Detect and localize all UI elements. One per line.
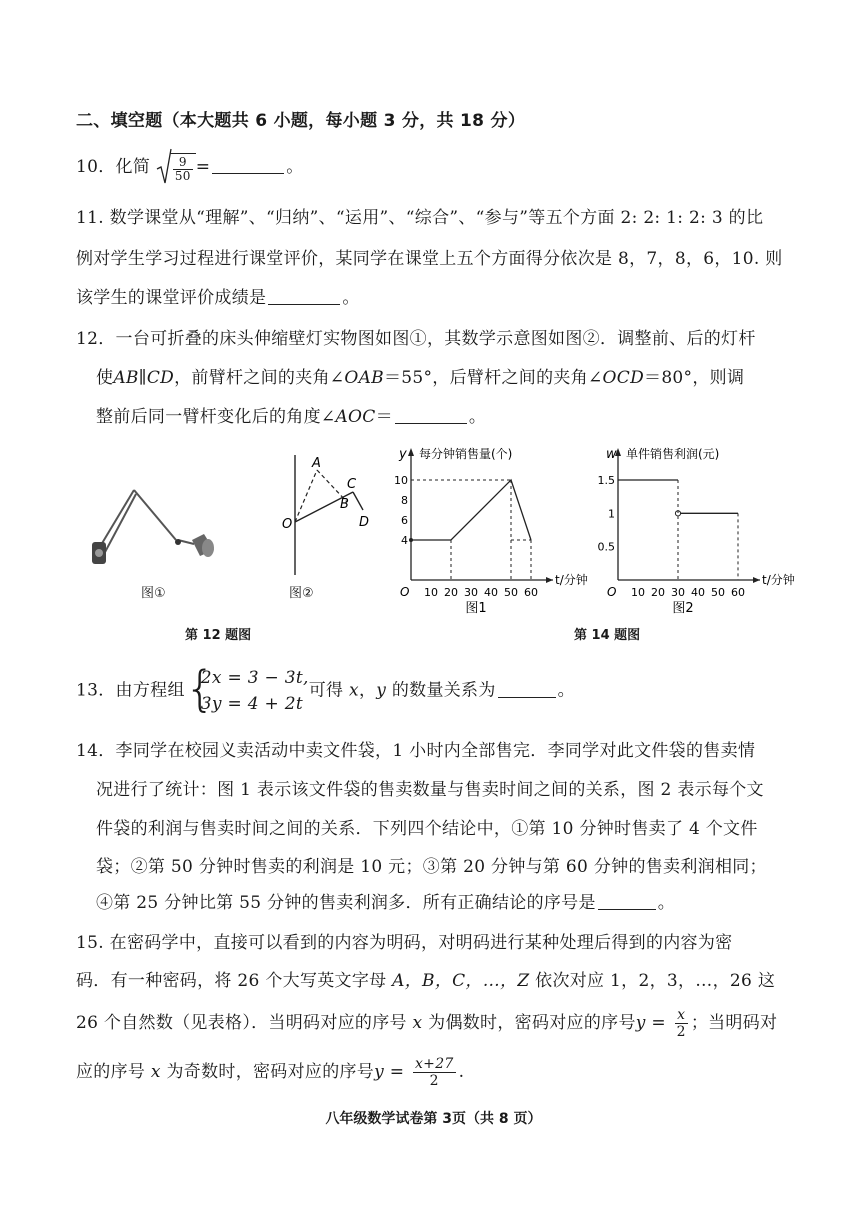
q15-text: ；当明码对	[690, 1013, 778, 1033]
segment-cd-line	[353, 492, 363, 510]
point-o: O	[282, 517, 293, 532]
x-tick-label: 30	[464, 586, 478, 599]
chart-caption: 图1	[465, 601, 487, 616]
x-tick-label: 60	[524, 586, 538, 599]
y-tick-label: 1	[608, 507, 615, 521]
q12-text: 整前后同一臂杆变化后的角度∠	[96, 407, 336, 427]
question-12-line2	[96, 363, 744, 388]
q12-text: 使	[96, 368, 114, 388]
y-tick-label: 4	[401, 534, 408, 547]
y-axis-label: w	[606, 447, 617, 462]
fig1-label: 图①	[141, 586, 166, 601]
q12-end: 。	[468, 407, 487, 427]
y-axis-arrow	[408, 448, 414, 456]
y-tick-label: 10	[394, 474, 408, 487]
q15-text: 依次对应 1，2，3，…，26 这	[529, 971, 776, 991]
question-15-line2	[76, 966, 775, 991]
question-11-line1	[76, 203, 763, 228]
point-a: A	[312, 456, 321, 471]
sqrt-expression	[156, 153, 196, 183]
x-axis-arrow	[546, 577, 553, 583]
q15-text: 26 个自然数（见表格）．当明码对应的序号	[76, 1013, 413, 1033]
q14-line1-text: 李同学在校园义卖活动中卖文件袋，1 小时内全部售完．李同学对此文件袋的售卖情	[115, 741, 756, 761]
var-y: y	[376, 680, 387, 701]
point-c: C	[347, 477, 357, 492]
fig2-label: 图②	[289, 586, 314, 601]
q14-line3: 件袋的利润与售卖时间之间的关系．下列四个结论中，①第 10 分钟时售卖了 4 个文件	[96, 819, 758, 839]
q12-number: 12．	[76, 329, 116, 349]
q12-text: ＝55°，后臂杆之间的夹角∠	[383, 368, 603, 388]
q12-figure-caption: 第 12 题图	[185, 628, 252, 643]
sqrt-denominator: 50	[174, 168, 191, 183]
q15-text: 码．有一种密码，将 26 个大写英文字母	[76, 971, 393, 991]
question-12-line1	[76, 324, 756, 349]
chart-caption: 图2	[672, 601, 694, 616]
q15-text: .	[458, 1062, 465, 1082]
q10-text: 化简	[115, 157, 151, 177]
point-d: D	[359, 515, 370, 530]
equals: =	[645, 1013, 672, 1033]
equals: =	[384, 1062, 410, 1082]
q13-number: 13．	[76, 680, 116, 701]
parallel-symbol: ∥	[138, 368, 147, 388]
q14-end: 。	[657, 893, 676, 913]
q13-text: 的数量关系为	[386, 680, 496, 701]
q11-end: 。	[342, 288, 360, 308]
chart-title: 单件销售利润(元)	[626, 447, 720, 461]
y-tick-label: 1.5	[597, 474, 615, 487]
x-tick-label: 50	[711, 586, 725, 599]
question-10	[76, 152, 304, 183]
brace-icon: {	[184, 661, 216, 717]
q11-line1-text: 数学课堂从“理解”、“归纳”、“运用”、“综合”、“参与”等五个方面 2: 2: 1: 2: 3 的比	[109, 208, 764, 228]
q15-text: 为偶数时，密码对应的序号	[422, 1013, 636, 1033]
q10-number: 10．	[76, 157, 116, 177]
question-11-line3	[76, 283, 360, 308]
origin-label: O	[400, 585, 410, 599]
x-tick-label: 20	[444, 586, 458, 599]
var-x: x	[349, 680, 359, 701]
sqrt-numerator: 9	[173, 156, 193, 170]
x-axis-arrow	[753, 577, 760, 583]
question-15-line3	[76, 1007, 777, 1040]
chart-sales-quantity	[393, 440, 593, 620]
y-tick-label: 8	[401, 494, 408, 507]
q12-line1-text: 一台可折叠的床头伸缩壁灯实物图如图①，其数学示意图如图②．调整前、后的灯杆	[115, 329, 756, 349]
q12-text: ，前臂杆之间的夹角∠	[174, 368, 345, 388]
x-tick-label: 50	[504, 586, 518, 599]
y-tick-label: 0.5	[597, 540, 615, 554]
letters-sequence: A，B，C，…，Z	[392, 971, 530, 991]
q14-line2: 况进行了统计：图 1 表示该文件袋的售卖数量与售卖时间之间的关系，图 2 表示每个文	[96, 780, 764, 800]
angle-oab: OAB	[344, 368, 384, 388]
question-15-line1	[76, 928, 732, 953]
fraction-numerator: x+27	[414, 1056, 454, 1072]
var-x: x	[150, 1062, 161, 1082]
fraction-x-plus-27-over-2	[413, 1056, 456, 1089]
equation-1: 2x = 3 − 3t,	[200, 668, 309, 688]
point-b: B	[340, 497, 349, 512]
angle-ocd: OCD	[602, 368, 645, 388]
radical-sign	[156, 147, 172, 187]
q13-text: 由方程组	[115, 680, 185, 701]
x-tick-label: 40	[691, 586, 705, 599]
fraction-denominator: 2	[429, 1073, 439, 1089]
fraction-denominator: 2	[676, 1024, 686, 1040]
q13-text: 可得	[308, 680, 350, 701]
q14-number: 14．	[76, 741, 116, 761]
answer-blank-14[interactable]	[598, 908, 656, 910]
lamp-geometry-diagram	[275, 450, 385, 580]
q11-line3-text: 该学生的课堂评价成绩是	[76, 288, 267, 308]
chart-unit-profit	[597, 440, 800, 620]
q12-text: ＝80°，则调	[644, 368, 745, 388]
question-14-line1	[76, 736, 755, 761]
q14-line5-text: ④第 25 分钟比第 55 分钟的售卖利润多．所有正确结论的序号是	[96, 893, 596, 913]
q12-text: ＝	[375, 407, 393, 427]
x-tick-label: 40	[484, 586, 498, 599]
q15-text: 为奇数时，密码对应的序号	[160, 1062, 375, 1082]
q14-line4: 袋；②第 50 分钟时售卖的利润是 10 元；③第 20 分钟与第 60 分钟的售卖利润相同；	[96, 857, 767, 877]
segment-ab: AB	[113, 368, 139, 388]
series-line	[411, 480, 531, 540]
q14-figure-caption: 第 14 题图	[574, 628, 641, 643]
equation-2: 3y = 4 + 2t	[200, 694, 304, 714]
q15-line1-text: 在密码学中，直接可以看到的内容为明码，对明码进行某种处理后得到的内容为密	[109, 933, 733, 953]
x-tick-label: 30	[671, 586, 685, 599]
y-tick-label: 6	[401, 514, 408, 527]
q15-number: 15.	[76, 933, 104, 953]
section-title: 二、填空题（本大题共 6 小题，每小题 3 分，共 18 分）	[76, 111, 526, 131]
q13-comma: ，	[358, 680, 377, 701]
x-tick-label: 10	[631, 586, 645, 599]
lamp-photo-figure	[82, 478, 222, 578]
q11-number: 11.	[76, 208, 104, 228]
question-13	[76, 661, 575, 717]
question-12-line3	[96, 402, 486, 427]
question-14-line5	[96, 888, 675, 913]
var-y: y	[635, 1013, 646, 1033]
chart-title: 每分钟销售量(个)	[419, 447, 513, 461]
y-axis-label: y	[399, 447, 407, 462]
answer-blank-11[interactable]	[268, 303, 340, 305]
fraction-numerator: x	[675, 1007, 688, 1024]
x-tick-label: 10	[424, 586, 438, 599]
var-y: y	[374, 1062, 385, 1082]
x-tick-label: 60	[731, 586, 745, 599]
x-tick-label: 20	[651, 586, 665, 599]
page-footer: 八年级数学试卷第 3页（共 8 页）	[325, 1111, 542, 1127]
q15-text: 应的序号	[76, 1062, 151, 1082]
answer-blank-10[interactable]	[212, 172, 284, 174]
segment-cd: CD	[146, 368, 175, 388]
angle-aoc: AOC	[335, 407, 376, 427]
data-point	[409, 538, 413, 542]
origin-label: O	[607, 585, 617, 599]
var-x: x	[412, 1013, 423, 1033]
answer-blank-12[interactable]	[395, 422, 467, 424]
x-axis-label: t/分钟	[555, 573, 588, 587]
sqrt-fraction	[170, 153, 196, 183]
question-15-line4	[76, 1056, 464, 1089]
answer-blank-13[interactable]	[498, 696, 556, 698]
x-axis-label: t/分钟	[762, 573, 795, 587]
equation-system	[184, 661, 309, 717]
q13-end: 。	[557, 680, 575, 701]
q10-equals: =	[195, 157, 211, 177]
q11-line2: 例对学生学习过程进行课堂评价，某同学在课堂上五个方面得分依次是 8，7，8，6，10. 则	[76, 249, 783, 269]
fraction-x-over-2	[675, 1007, 688, 1040]
segment-oa	[295, 470, 317, 522]
q10-end: 。	[286, 157, 304, 177]
